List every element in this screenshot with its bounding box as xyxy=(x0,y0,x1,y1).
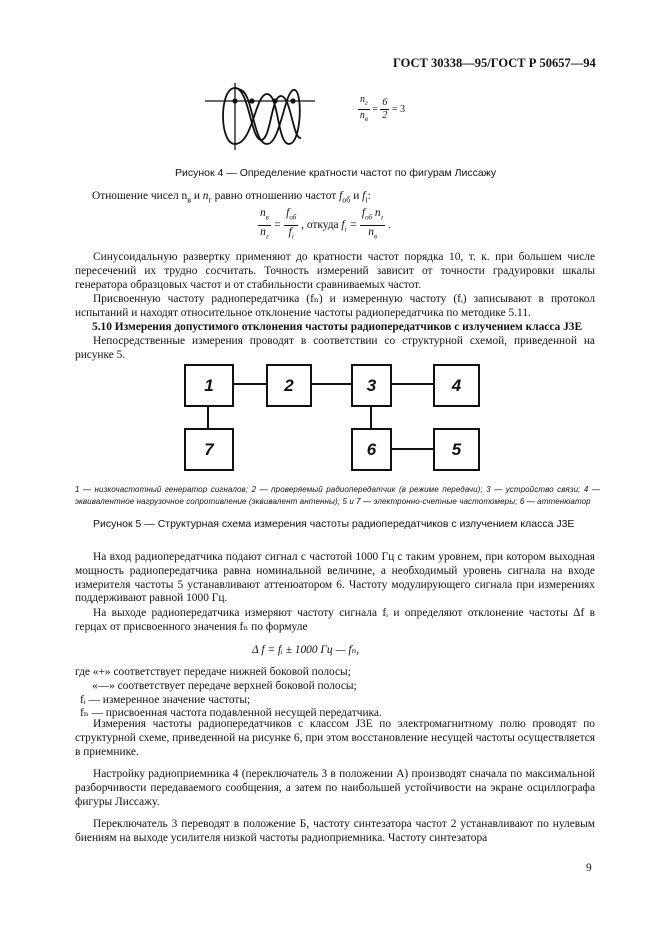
ratio-intro: Отношение чисел $n_в$ и $n_г$ равно отношению частот $f_{об}$ и $f_i$: xyxy=(92,190,371,205)
paragraph-direct-measurements: Непосредственные измерения проводят в соответствии со структурной схемой, приведенной на рисунке 5. xyxy=(75,335,595,361)
block-1-generator: 1 xyxy=(184,364,234,407)
block-4-dummy-load: 4 xyxy=(433,364,480,407)
link-1-7 xyxy=(207,406,209,428)
paragraph-receiver-tuning: Настройку радиоприемника 4 (переключатель 3 в положении А) производят сначала по максимальной разборчивости передаваемого сообщения, а затем по наибольшей устойчивости на экране осциллографа фигуры Лиссажу. xyxy=(75,768,595,808)
block-7-counter: 7 xyxy=(184,428,234,471)
paragraph-field-measurements: Измерения частоты радиопередатчиков с классом J3E по электромагнитному полю проводят по структурной схеме, приведенной на рисунке 6, при этом восстановление несущей частоты осуществляется в приемнике. xyxy=(75,718,595,758)
block-5-counter: 5 xyxy=(433,428,480,471)
where-line-2: «—» соответствует передаче верхней боковой полосы; xyxy=(92,680,357,692)
where-line-1: где «+» соответствует передаче нижней боковой полосы; xyxy=(75,666,351,678)
document-header: ГОСТ 30338—95/ГОСТ Р 50657—94 xyxy=(393,56,596,70)
paragraph-input-signal: На вход радиопередатчика подают сигнал с частотой 1000 Гц с таким уровнем, при котором выходная мощность радиопередатчика равна номинальной величине, а необходимый уровень сигнала на входе измерителя частоты 5 устанавливают аттенюатором 6. Частоту модулирующего сигнала при измерениях поддерживают равной 1000 Гц. xyxy=(75,551,595,605)
paragraph-assigned-frequency: Присвоенную частоту радиопередатчика (fₙ) и измеренную частоту (fᵢ) записывают в протокол испытаний и находят относительное отклонение частоты радиопередатчика по методике 5.11. xyxy=(75,293,595,319)
figure4-caption: Рисунок 4 — Определение кратности частот по фигурам Лиссажу xyxy=(175,167,497,179)
block-3-coupler: 3 xyxy=(351,364,392,407)
section-5-10-heading: 5.10 Измерения допустимого отклонения частоты радиопередатчиков с излучением класса J3E xyxy=(92,321,583,333)
link-6-5 xyxy=(392,448,433,450)
formula-2: Δ f = fᵢ ± 1000 Гц — fₙ, xyxy=(252,644,360,656)
lissajous-figure xyxy=(205,80,315,152)
figure5-legend: 1 — низкочастотный генератор сигналов; 2 — проверяемый радиопередатчик (в режиме передачи); 3 — устройство связи; 4 — эквивалентное нагрузочное сопротивление (эквивалент антенны); 5 и 7 — электронно-счетные частотомеры; 6 — аттенюатор xyxy=(75,485,600,506)
where-line-4: fₙ — присвоенная частота подавленной несущей передатчика. xyxy=(80,707,382,719)
link-3-6 xyxy=(370,406,372,428)
paragraph-switch: Переключатель 3 переводят в положение Б, частоту синтезатора частот 2 устанавливают по нулевым биениям на выходе усилителя низкой частоты радиоприемника. Частоту синтезатора xyxy=(75,818,595,844)
link-3-4 xyxy=(392,383,433,385)
page-number: 9 xyxy=(586,862,592,874)
where-line-3: fᵢ — измеренное значение частоты; xyxy=(80,694,251,706)
block-6-attenuator: 6 xyxy=(351,428,392,471)
paragraph-sweep: Синусоидальную развертку применяют до кратности частот порядка 10, т. к. при большем числе пересечений их трудно сосчитать. Точность измерений зависит от точности градуировки шкалы генератора образцовых частот и от стабильности сравниваемых частот. xyxy=(75,251,595,291)
link-2-3 xyxy=(312,383,351,385)
paragraph-output-measure: На выходе радиопередатчика измеряют частоту сигнала fᵢ и определяют отклонение частоты Δf в герцах от присвоенного значения fₙ по формуле xyxy=(75,607,595,633)
link-1-2 xyxy=(234,383,266,385)
ratio-formula: $\frac{n_г}{n_в}$ = $\frac{6}{2}$ = 3 xyxy=(359,94,406,123)
formula-1: $\frac{n_в}{n_г}$ = $\frac{f_{об}}{f_i}$ , откуда $f_i$ = $\frac{f_{об} n_г}{n_в}$ . xyxy=(260,207,392,241)
block-2-transmitter: 2 xyxy=(266,364,312,407)
figure5-caption: Рисунок 5 — Структурная схема измерения частоты радиопередатчиков с излучением класса J3E xyxy=(93,518,575,530)
